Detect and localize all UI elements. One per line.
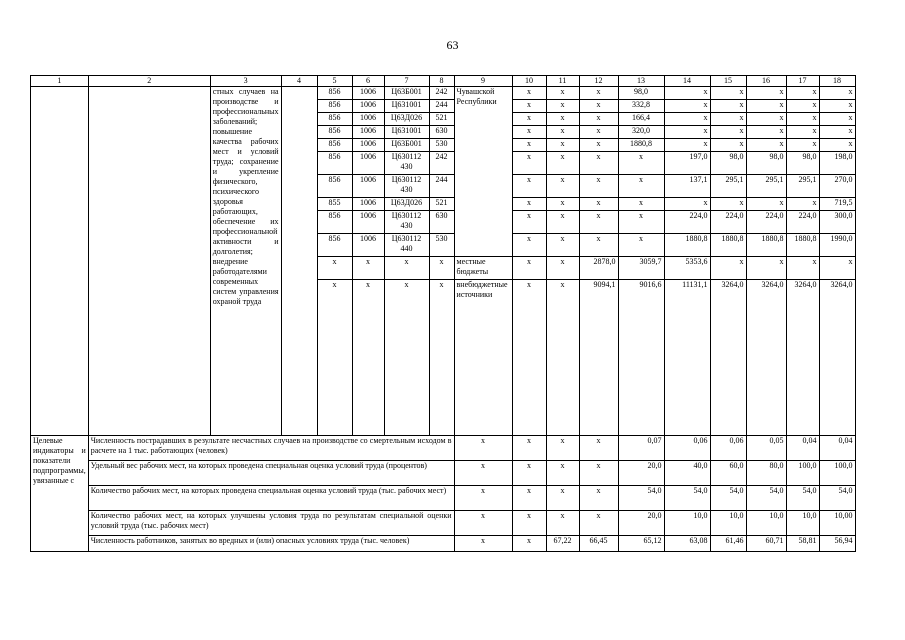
admin-code: 856 (317, 126, 352, 139)
indicator-value: 61,46 (710, 536, 746, 552)
value-cell: х (786, 139, 819, 152)
indicator-value: 56,94 (819, 536, 855, 552)
column-header: 17 (786, 76, 819, 87)
indicator-value: 20,0 (618, 461, 664, 486)
expense-code: 242 (429, 152, 454, 175)
value-cell: х (664, 87, 710, 100)
value-cell: х (819, 257, 855, 280)
indicator-value: х (454, 511, 512, 536)
value-cell: х (512, 211, 546, 234)
admin-code: 856 (317, 152, 352, 175)
value-cell: 1880,8 (786, 234, 819, 257)
indicator-value: 10,0 (710, 511, 746, 536)
column-header: 9 (454, 76, 512, 87)
value-cell: х (786, 87, 819, 100)
value-cell: 1880,8 (618, 139, 664, 152)
indicator-value: 54,0 (786, 486, 819, 511)
section-code: 1006 (352, 126, 384, 139)
value-cell: х (664, 198, 710, 211)
value-cell: х (579, 100, 618, 113)
column-header: 5 (317, 76, 352, 87)
value-cell: 3059,7 (618, 257, 664, 280)
value-cell: х (746, 87, 786, 100)
value-cell: х (819, 87, 855, 100)
value-cell: х (512, 280, 546, 436)
value-cell: 166,4 (618, 113, 664, 126)
value-cell: х (786, 113, 819, 126)
indicator-text: Численность пострадавших в результате несчастных случаев на производстве со смертельным исходом в расчете на 1 тыс. работающих (человек) (88, 436, 454, 461)
empty-cell (31, 87, 89, 436)
indicator-value: х (454, 486, 512, 511)
value-cell: х (546, 152, 579, 175)
value-cell: х (618, 152, 664, 175)
indicator-value: 54,0 (746, 486, 786, 511)
empty-cell (281, 87, 317, 436)
value-cell: х (746, 113, 786, 126)
value-cell: х (746, 139, 786, 152)
value-cell: х (664, 113, 710, 126)
indicator-value: 0,06 (710, 436, 746, 461)
indicator-text: Количество рабочих мест, на которых улучшены условия труда по результатам специальной оценки условий труда (тыс. рабочих мест) (88, 511, 454, 536)
section-code: 1006 (352, 87, 384, 100)
indicator-value: х (546, 461, 579, 486)
column-header: 7 (384, 76, 429, 87)
funding-source: местные бюджеты (454, 257, 512, 280)
indicator-value: 80,0 (746, 461, 786, 486)
indicator-value: х (512, 536, 546, 552)
expense-code: 630 (429, 126, 454, 139)
expense-code: 530 (429, 234, 454, 257)
section-code: 1006 (352, 139, 384, 152)
value-cell: х (546, 198, 579, 211)
value-cell: х (579, 87, 618, 100)
header-row (31, 76, 856, 87)
value-cell: х (546, 175, 579, 198)
indicator-value: х (454, 436, 512, 461)
admin-code: 856 (317, 175, 352, 198)
indicator-value: 0,06 (664, 436, 710, 461)
indicator-value: х (454, 536, 512, 552)
value-cell: х (579, 198, 618, 211)
indicator-value: 0,05 (746, 436, 786, 461)
value-cell: х (819, 126, 855, 139)
indicator-value: х (546, 436, 579, 461)
value-cell: х (579, 126, 618, 139)
target-code: Ц631001 (384, 126, 429, 139)
value-cell: х (546, 100, 579, 113)
value-cell: х (579, 175, 618, 198)
section-code: 1006 (352, 211, 384, 234)
value-cell: 98,0 (746, 152, 786, 175)
value-cell: 1880,8 (710, 234, 746, 257)
table-body (31, 76, 856, 552)
indicator-text: Количество рабочих мест, на которых проведена специальная оценка условий труда (тыс. рабочих мест) (88, 486, 454, 511)
indicator-value: х (546, 511, 579, 536)
indicator-value: 54,0 (819, 486, 855, 511)
value-cell: 137,1 (664, 175, 710, 198)
section-code: 1006 (352, 152, 384, 175)
target-code: Ц63Б001 (384, 87, 429, 100)
indicator-value: 100,0 (819, 461, 855, 486)
indicator-row (31, 436, 856, 461)
admin-code: 856 (317, 113, 352, 126)
value-cell: х (546, 139, 579, 152)
value-cell: х (512, 126, 546, 139)
indicator-value: 58,81 (786, 536, 819, 552)
target-code: Ц63Б001 (384, 139, 429, 152)
value-cell: х (746, 198, 786, 211)
admin-code: 856 (317, 234, 352, 257)
value-cell: х (786, 126, 819, 139)
value-cell: х (512, 234, 546, 257)
code-cell: х (317, 257, 352, 280)
value-cell: 1880,8 (746, 234, 786, 257)
program-table (30, 75, 856, 552)
value-cell: 3264,0 (710, 280, 746, 436)
target-code: Ц630112 440 (384, 234, 429, 257)
value-cell: х (819, 139, 855, 152)
indicator-value: х (579, 436, 618, 461)
value-cell: 224,0 (710, 211, 746, 234)
funding-source: внебюджетные источники (454, 280, 512, 436)
indicator-value: х (512, 486, 546, 511)
admin-code: 856 (317, 100, 352, 113)
value-cell: х (819, 100, 855, 113)
indicator-value: 10,0 (746, 511, 786, 536)
admin-code: 856 (317, 139, 352, 152)
indicator-text: Численность работников, занятых во вредных и (или) опасных условиях труда (тыс. человек) (88, 536, 454, 552)
target-code: Ц630112 430 (384, 175, 429, 198)
column-header: 14 (664, 76, 710, 87)
value-cell: х (786, 198, 819, 211)
value-cell: 3264,0 (746, 280, 786, 436)
target-code: Ц630112 430 (384, 152, 429, 175)
indicator-value: 20,0 (618, 511, 664, 536)
value-cell: х (618, 175, 664, 198)
value-cell: 295,1 (710, 175, 746, 198)
value-cell: х (710, 87, 746, 100)
value-cell: х (546, 113, 579, 126)
value-cell: 3264,0 (786, 280, 819, 436)
value-cell: х (512, 257, 546, 280)
indicator-value: х (546, 486, 579, 511)
value-cell: х (512, 139, 546, 152)
indicator-value: 54,0 (618, 486, 664, 511)
value-cell: 5353,6 (664, 257, 710, 280)
indicators-label: Целевые индикаторы и показатели подпрограммы, увязанные с (31, 436, 89, 552)
value-cell: х (546, 211, 579, 234)
indicator-value: 10,0 (786, 511, 819, 536)
section-code: 1006 (352, 234, 384, 257)
indicator-value: х (579, 486, 618, 511)
code-cell: х (352, 280, 384, 436)
column-header: 8 (429, 76, 454, 87)
value-cell: х (786, 257, 819, 280)
value-cell: 719,5 (819, 198, 855, 211)
indicator-value: 54,0 (710, 486, 746, 511)
code-cell: х (429, 257, 454, 280)
section-code: 1006 (352, 100, 384, 113)
indicator-value: 0,04 (786, 436, 819, 461)
value-cell: х (746, 126, 786, 139)
value-cell: х (579, 139, 618, 152)
admin-code: 856 (317, 211, 352, 234)
value-cell: х (746, 257, 786, 280)
target-code: Ц63Д026 (384, 198, 429, 211)
value-cell: 197,0 (664, 152, 710, 175)
column-header: 2 (88, 76, 210, 87)
value-cell: 224,0 (786, 211, 819, 234)
value-cell: х (546, 126, 579, 139)
indicator-value: 0,07 (618, 436, 664, 461)
value-cell: 98,0 (786, 152, 819, 175)
value-cell: х (710, 113, 746, 126)
section-code: 1006 (352, 113, 384, 126)
value-cell: х (664, 139, 710, 152)
funding-row (31, 87, 856, 100)
indicator-value: 10,00 (819, 511, 855, 536)
value-cell: 198,0 (819, 152, 855, 175)
value-cell: х (512, 152, 546, 175)
value-cell: 300,0 (819, 211, 855, 234)
value-cell: х (710, 198, 746, 211)
indicator-row (31, 486, 856, 511)
value-cell: х (710, 257, 746, 280)
value-cell: х (664, 100, 710, 113)
value-cell: х (664, 126, 710, 139)
value-cell: 295,1 (786, 175, 819, 198)
value-cell: х (618, 234, 664, 257)
empty-cell (88, 87, 210, 436)
admin-code: 856 (317, 87, 352, 100)
value-cell: х (710, 100, 746, 113)
value-cell: х (579, 211, 618, 234)
indicator-row (31, 511, 856, 536)
indicator-value: 60,0 (710, 461, 746, 486)
column-header: 11 (546, 76, 579, 87)
funding-source: Чувашской Республики (454, 87, 512, 257)
value-cell: 98,0 (618, 87, 664, 100)
section-code: 1006 (352, 175, 384, 198)
indicator-value: 40,0 (664, 461, 710, 486)
value-cell: х (512, 113, 546, 126)
column-header: 10 (512, 76, 546, 87)
value-cell: 1990,0 (819, 234, 855, 257)
page-number: 63 (446, 38, 459, 52)
target-code: Ц631001 (384, 100, 429, 113)
value-cell: х (546, 257, 579, 280)
value-cell: 98,0 (710, 152, 746, 175)
code-cell: х (384, 280, 429, 436)
indicator-value: 60,71 (746, 536, 786, 552)
value-cell: х (512, 100, 546, 113)
value-cell: х (512, 175, 546, 198)
column-header: 6 (352, 76, 384, 87)
indicator-row (31, 461, 856, 486)
value-cell: х (618, 198, 664, 211)
value-cell: х (618, 211, 664, 234)
column-header: 16 (746, 76, 786, 87)
value-cell: 3264,0 (819, 280, 855, 436)
code-cell: х (352, 257, 384, 280)
expense-code: 242 (429, 87, 454, 100)
column-header: 18 (819, 76, 855, 87)
indicator-value: 63,08 (664, 536, 710, 552)
value-cell: х (710, 139, 746, 152)
value-cell: х (819, 113, 855, 126)
value-cell: х (546, 234, 579, 257)
indicator-value: 67,22 (546, 536, 579, 552)
column-header: 12 (579, 76, 618, 87)
indicator-value: 100,0 (786, 461, 819, 486)
indicator-value: 54,0 (664, 486, 710, 511)
value-cell: х (546, 87, 579, 100)
value-cell: х (786, 100, 819, 113)
indicator-text: Удельный вес рабочих мест, на которых проведена специальная оценка условий труда (процентов) (88, 461, 454, 486)
value-cell: х (512, 87, 546, 100)
value-cell: 2878,0 (579, 257, 618, 280)
expense-code: 630 (429, 211, 454, 234)
value-cell: х (710, 126, 746, 139)
value-cell: 9016,6 (618, 280, 664, 436)
indicator-value: 65,12 (618, 536, 664, 552)
indicator-value: х (579, 461, 618, 486)
indicator-row (31, 536, 856, 552)
value-cell: 332,8 (618, 100, 664, 113)
column-header: 3 (210, 76, 281, 87)
value-cell: 295,1 (746, 175, 786, 198)
value-cell: х (546, 280, 579, 436)
expense-code: 521 (429, 113, 454, 126)
code-cell: х (317, 280, 352, 436)
admin-code: 855 (317, 198, 352, 211)
value-cell: 270,0 (819, 175, 855, 198)
value-cell: х (512, 198, 546, 211)
value-cell: 320,0 (618, 126, 664, 139)
value-cell: х (579, 234, 618, 257)
expense-code: 530 (429, 139, 454, 152)
code-cell: х (384, 257, 429, 280)
code-cell: х (429, 280, 454, 436)
indicator-value: х (512, 461, 546, 486)
section-code: 1006 (352, 198, 384, 211)
expense-code: 244 (429, 175, 454, 198)
column-header: 15 (710, 76, 746, 87)
target-code: Ц63Д026 (384, 113, 429, 126)
expense-code: 244 (429, 100, 454, 113)
expense-code: 521 (429, 198, 454, 211)
target-code: Ц630112 430 (384, 211, 429, 234)
indicator-value: 10,0 (664, 511, 710, 536)
indicator-value: х (579, 511, 618, 536)
value-cell: х (579, 152, 618, 175)
indicator-value: х (512, 436, 546, 461)
column-header: 13 (618, 76, 664, 87)
indicator-value: 66,45 (579, 536, 618, 552)
value-cell: х (746, 100, 786, 113)
value-cell: 224,0 (664, 211, 710, 234)
value-cell: 224,0 (746, 211, 786, 234)
value-cell: 11131,1 (664, 280, 710, 436)
measure-description: стных случаев на производстве и профессиональных заболеваний; повышение качества рабочих мест и условий труда; сохранение и укрепление физического, психического здоровья работающих, обеспечение их профессиональной активности и долголетия; внедрение работодателями современных систем управления охраной труда (210, 87, 281, 436)
value-cell: 9094,1 (579, 280, 618, 436)
indicator-value: 0,04 (819, 436, 855, 461)
indicator-value: х (454, 461, 512, 486)
value-cell: х (579, 113, 618, 126)
column-header: 4 (281, 76, 317, 87)
column-header: 1 (31, 76, 89, 87)
value-cell: 1880,8 (664, 234, 710, 257)
indicator-value: х (512, 511, 546, 536)
